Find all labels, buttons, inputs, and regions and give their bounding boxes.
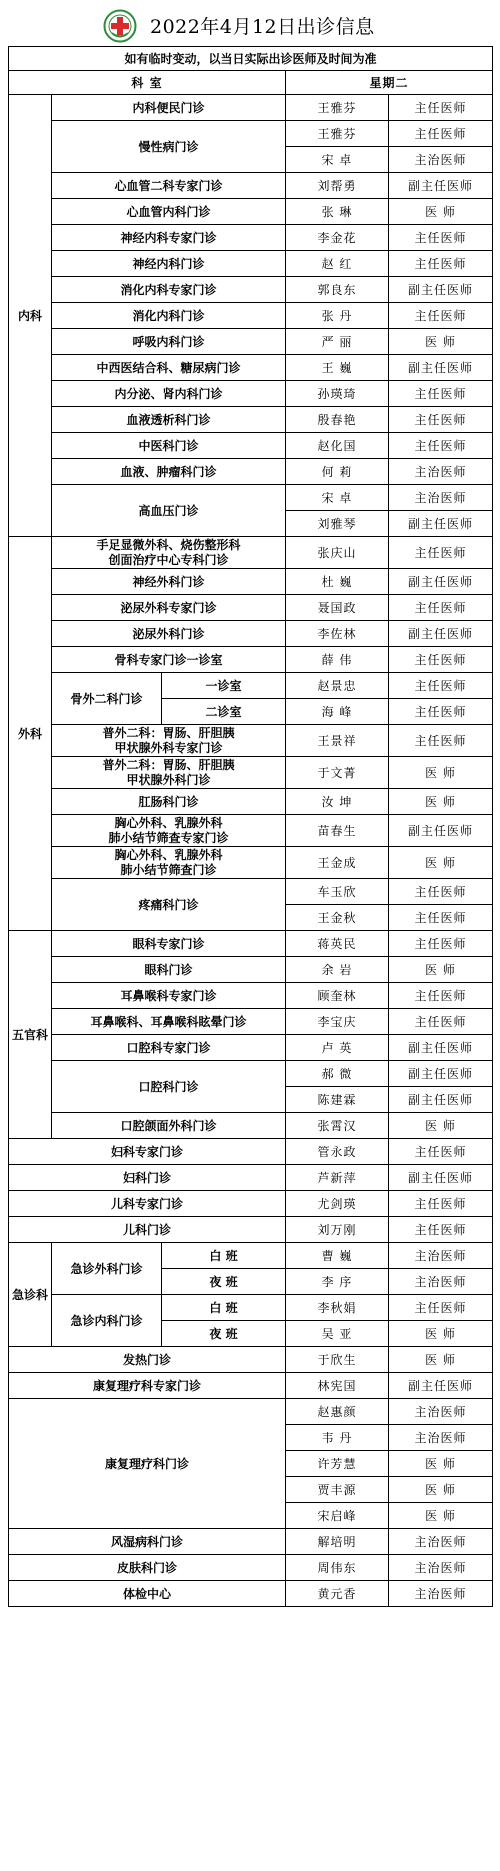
doctor-title: 主治医师 xyxy=(389,147,493,173)
doctor-title: 副主任医师 xyxy=(389,815,493,847)
dept-cell xyxy=(52,847,286,879)
dept-cell: 儿科门诊 xyxy=(9,1217,286,1243)
doctor-title: 主任医师 xyxy=(389,251,493,277)
doctor-title: 副主任医师 xyxy=(389,1373,493,1399)
doctor-title: 主任医师 xyxy=(389,225,493,251)
dept-line: 普外二科：胃肠、肝胆胰 xyxy=(102,757,235,772)
doctor-title: 医 师 xyxy=(389,1477,493,1503)
dept-line: 肺小结节筛查专家门诊 xyxy=(108,830,229,845)
doctor-name: 林宪国 xyxy=(286,1373,389,1399)
dept-cell xyxy=(52,537,286,569)
doctor-name: 何 莉 xyxy=(286,459,389,485)
column-header-day: 星期二 xyxy=(286,71,493,95)
dept-line: 胸心外科、乳腺外科 xyxy=(114,815,223,830)
dept-cell: 肛肠科门诊 xyxy=(52,789,286,815)
doctor-name: 李秋娟 xyxy=(286,1295,389,1321)
doctor-name: 郝 微 xyxy=(286,1061,389,1087)
dept-cell: 妇科门诊 xyxy=(9,1165,286,1191)
doctor-title: 副主任医师 xyxy=(389,173,493,199)
doctor-title: 医 师 xyxy=(389,1451,493,1477)
doctor-title: 主治医师 xyxy=(389,1243,493,1269)
subcategory-guke2: 骨外二科门诊 xyxy=(52,673,162,725)
dept-cell: 消化内科门诊 xyxy=(52,303,286,329)
doctor-name: 韦 丹 xyxy=(286,1425,389,1451)
doctor-title: 医 师 xyxy=(389,847,493,879)
doctor-name: 严 丽 xyxy=(286,329,389,355)
doctor-title: 主任医师 xyxy=(389,433,493,459)
dept-cell: 神经内科专家门诊 xyxy=(52,225,286,251)
doctor-title: 医 师 xyxy=(389,757,493,789)
doctor-title: 主治医师 xyxy=(389,1399,493,1425)
doctor-title: 主治医师 xyxy=(389,485,493,511)
dept-cell: 妇科专家门诊 xyxy=(9,1139,286,1165)
doctor-name: 郭良东 xyxy=(286,277,389,303)
dept-cell: 呼吸内科门诊 xyxy=(52,329,286,355)
doctor-title: 医 师 xyxy=(389,329,493,355)
doctor-name: 赵景忠 xyxy=(286,673,389,699)
doctor-name: 刘帮勇 xyxy=(286,173,389,199)
doctor-name: 杜 巍 xyxy=(286,569,389,595)
dept-cell: 口腔科专家门诊 xyxy=(52,1035,286,1061)
dept-cell: 口腔颌面外科门诊 xyxy=(52,1113,286,1139)
category-waike: 外科 xyxy=(9,537,52,931)
dept-cell: 内科便民门诊 xyxy=(52,95,286,121)
dept-cell xyxy=(52,725,286,757)
dept-line: 创面治疗中心专科门诊 xyxy=(108,552,229,567)
doctor-title: 医 师 xyxy=(389,957,493,983)
page-title: 2022年4月12日出诊信息 xyxy=(150,16,375,38)
doctor-title: 医 师 xyxy=(389,1347,493,1373)
dept-cell: 发热门诊 xyxy=(9,1347,286,1373)
dept-cell: 泌尿外科专家门诊 xyxy=(52,595,286,621)
doctor-title: 主治医师 xyxy=(389,1269,493,1295)
dept-cell: 眼科门诊 xyxy=(52,957,286,983)
doctor-name: 王金秋 xyxy=(286,905,389,931)
doctor-title: 主任医师 xyxy=(389,699,493,725)
category-neike: 内科 xyxy=(9,95,52,537)
doctor-title: 副主任医师 xyxy=(389,1035,493,1061)
doctor-title: 副主任医师 xyxy=(389,1165,493,1191)
dept-cell: 心血管二科专家门诊 xyxy=(52,173,286,199)
doctor-name: 海 峰 xyxy=(286,699,389,725)
dept-cell xyxy=(52,757,286,789)
doctor-name: 孙瑛琦 xyxy=(286,381,389,407)
dept-cell: 康复理疗科专家门诊 xyxy=(9,1373,286,1399)
doctor-title: 主治医师 xyxy=(389,1555,493,1581)
doctor-name: 赵惠颜 xyxy=(286,1399,389,1425)
doctor-name: 刘雅琴 xyxy=(286,511,389,537)
dept-cell: 耳鼻喉科专家门诊 xyxy=(52,983,286,1009)
doctor-title: 主任医师 xyxy=(389,905,493,931)
doctor-name: 王雅芬 xyxy=(286,95,389,121)
dept-cell: 血液、肿瘤科门诊 xyxy=(52,459,286,485)
dept-cell: 康复理疗科门诊 xyxy=(9,1399,286,1529)
doctor-name: 李佐林 xyxy=(286,621,389,647)
doctor-title: 医 师 xyxy=(389,1321,493,1347)
doctor-title: 主任医师 xyxy=(389,879,493,905)
doctor-title: 主任医师 xyxy=(389,407,493,433)
doctor-name: 卢 英 xyxy=(286,1035,389,1061)
doctor-title: 主治医师 xyxy=(389,1529,493,1555)
dept-line: 胸心外科、乳腺外科 xyxy=(114,847,223,862)
doctor-name: 余 岩 xyxy=(286,957,389,983)
doctor-name: 张 琳 xyxy=(286,199,389,225)
dept-cell xyxy=(52,815,286,847)
doctor-name: 宋 卓 xyxy=(286,485,389,511)
doctor-title: 主任医师 xyxy=(389,983,493,1009)
dept-line: 甲状腺外科门诊 xyxy=(126,772,211,787)
doctor-title: 主任医师 xyxy=(389,1295,493,1321)
dept-cell: 骨科专家门诊一诊室 xyxy=(52,647,286,673)
dept-cell: 高血压门诊 xyxy=(52,485,286,537)
column-header-dept: 科 室 xyxy=(9,71,286,95)
doctor-name: 周伟东 xyxy=(286,1555,389,1581)
dept-cell: 二诊室 xyxy=(162,699,286,725)
doctor-name: 李宝庆 xyxy=(286,1009,389,1035)
doctor-name: 刘万刚 xyxy=(286,1217,389,1243)
doctor-title: 主治医师 xyxy=(389,459,493,485)
doctor-title: 副主任医师 xyxy=(389,1061,493,1087)
doctor-title: 副主任医师 xyxy=(389,277,493,303)
doctor-title: 主任医师 xyxy=(389,595,493,621)
doctor-title: 主任医师 xyxy=(389,725,493,757)
doctor-title: 主任医师 xyxy=(389,537,493,569)
subcategory-jznk: 急诊内科门诊 xyxy=(52,1295,162,1347)
doctor-name: 蒋英民 xyxy=(286,931,389,957)
notice-row: 如有临时变动，以当日实际出诊医师及时间为准 xyxy=(9,47,493,71)
dept-cell: 心血管内科门诊 xyxy=(52,199,286,225)
doctor-name: 黄元香 xyxy=(286,1581,389,1607)
doctor-name: 宋 卓 xyxy=(286,147,389,173)
dept-cell: 皮肤科门诊 xyxy=(9,1555,286,1581)
doctor-title: 主任医师 xyxy=(389,303,493,329)
dept-line: 手足显微外科、烧伤整形科 xyxy=(96,537,241,552)
doctor-name: 许芳慧 xyxy=(286,1451,389,1477)
doctor-title: 主任医师 xyxy=(389,1139,493,1165)
doctor-name: 赵化国 xyxy=(286,433,389,459)
doctor-name: 陈建霖 xyxy=(286,1087,389,1113)
doctor-name: 李金花 xyxy=(286,225,389,251)
doctor-title: 医 师 xyxy=(389,789,493,815)
doctor-title: 主任医师 xyxy=(389,1009,493,1035)
doctor-name: 王金成 xyxy=(286,847,389,879)
dept-cell: 一诊室 xyxy=(162,673,286,699)
doctor-title: 主任医师 xyxy=(389,931,493,957)
doctor-name: 曹 巍 xyxy=(286,1243,389,1269)
doctor-title: 副主任医师 xyxy=(389,511,493,537)
doctor-name: 尤剑瑛 xyxy=(286,1191,389,1217)
doctor-title: 主治医师 xyxy=(389,1581,493,1607)
hospital-logo-icon xyxy=(103,9,137,43)
dept-cell: 内分泌、肾内科门诊 xyxy=(52,381,286,407)
doctor-name: 李 序 xyxy=(286,1269,389,1295)
doctor-title: 医 师 xyxy=(389,1503,493,1529)
doctor-name: 顾奎林 xyxy=(286,983,389,1009)
doctor-title: 主任医师 xyxy=(389,95,493,121)
page-header xyxy=(0,0,500,44)
doctor-name: 苗春生 xyxy=(286,815,389,847)
doctor-title: 主任医师 xyxy=(389,647,493,673)
dept-cell: 儿科专家门诊 xyxy=(9,1191,286,1217)
dept-cell: 消化内科专家门诊 xyxy=(52,277,286,303)
category-wuguan: 五官科 xyxy=(9,931,52,1139)
dept-cell: 中医科门诊 xyxy=(52,433,286,459)
doctor-title: 主任医师 xyxy=(389,673,493,699)
doctor-title: 副主任医师 xyxy=(389,355,493,381)
doctor-name: 车玉欣 xyxy=(286,879,389,905)
doctor-name: 于文菁 xyxy=(286,757,389,789)
doctor-name: 王 巍 xyxy=(286,355,389,381)
doctor-name: 芦新萍 xyxy=(286,1165,389,1191)
dept-cell: 神经外科门诊 xyxy=(52,569,286,595)
dept-cell: 眼科专家门诊 xyxy=(52,931,286,957)
shift-day: 白 班 xyxy=(162,1243,286,1269)
dept-cell: 风湿病科门诊 xyxy=(9,1529,286,1555)
dept-cell: 神经内科门诊 xyxy=(52,251,286,277)
doctor-name: 王雅芬 xyxy=(286,121,389,147)
doctor-title: 医 师 xyxy=(389,1113,493,1139)
dept-cell: 血液透析科门诊 xyxy=(52,407,286,433)
doctor-name: 赵 红 xyxy=(286,251,389,277)
doctor-name: 张 丹 xyxy=(286,303,389,329)
doctor-name: 王景祥 xyxy=(286,725,389,757)
doctor-title: 主治医师 xyxy=(389,1425,493,1451)
dept-cell: 口腔科门诊 xyxy=(52,1061,286,1113)
doctor-title: 主任医师 xyxy=(389,381,493,407)
doctor-title: 副主任医师 xyxy=(389,1087,493,1113)
doctor-name: 张霄汉 xyxy=(286,1113,389,1139)
doctor-title: 副主任医师 xyxy=(389,569,493,595)
doctor-title: 副主任医师 xyxy=(389,621,493,647)
dept-cell: 慢性病门诊 xyxy=(52,121,286,173)
doctor-title: 主任医师 xyxy=(389,1217,493,1243)
doctor-name: 吴 亚 xyxy=(286,1321,389,1347)
doctor-name: 张庆山 xyxy=(286,537,389,569)
doctor-name: 薛 伟 xyxy=(286,647,389,673)
dept-cell: 体检中心 xyxy=(9,1581,286,1607)
doctor-name: 贾丰源 xyxy=(286,1477,389,1503)
doctor-name: 汝 坤 xyxy=(286,789,389,815)
doctor-title: 主任医师 xyxy=(389,121,493,147)
doctor-name: 管永政 xyxy=(286,1139,389,1165)
shift-night: 夜 班 xyxy=(162,1269,286,1295)
subcategory-jzwk: 急诊外科门诊 xyxy=(52,1243,162,1295)
doctor-title: 医 师 xyxy=(389,199,493,225)
doctor-title: 主任医师 xyxy=(389,1191,493,1217)
dept-cell: 耳鼻喉科、耳鼻喉科眩晕门诊 xyxy=(52,1009,286,1035)
shift-night: 夜 班 xyxy=(162,1321,286,1347)
doctor-name: 聂国政 xyxy=(286,595,389,621)
dept-line: 普外二科：胃肠、肝胆胰 xyxy=(102,725,235,740)
dept-cell: 疼痛科门诊 xyxy=(52,879,286,931)
category-jizhen: 急诊科 xyxy=(9,1243,52,1347)
dept-cell: 中西医结合科、糖尿病门诊 xyxy=(52,355,286,381)
dept-line: 甲状腺外科专家门诊 xyxy=(114,740,223,755)
dept-line: 肺小结节筛查门诊 xyxy=(120,862,217,877)
shift-day: 白 班 xyxy=(162,1295,286,1321)
doctor-name: 解培明 xyxy=(286,1529,389,1555)
schedule-table xyxy=(8,46,493,1607)
doctor-name: 殷春艳 xyxy=(286,407,389,433)
dept-cell: 泌尿外科门诊 xyxy=(52,621,286,647)
doctor-name: 于欣生 xyxy=(286,1347,389,1373)
doctor-name: 宋启峰 xyxy=(286,1503,389,1529)
